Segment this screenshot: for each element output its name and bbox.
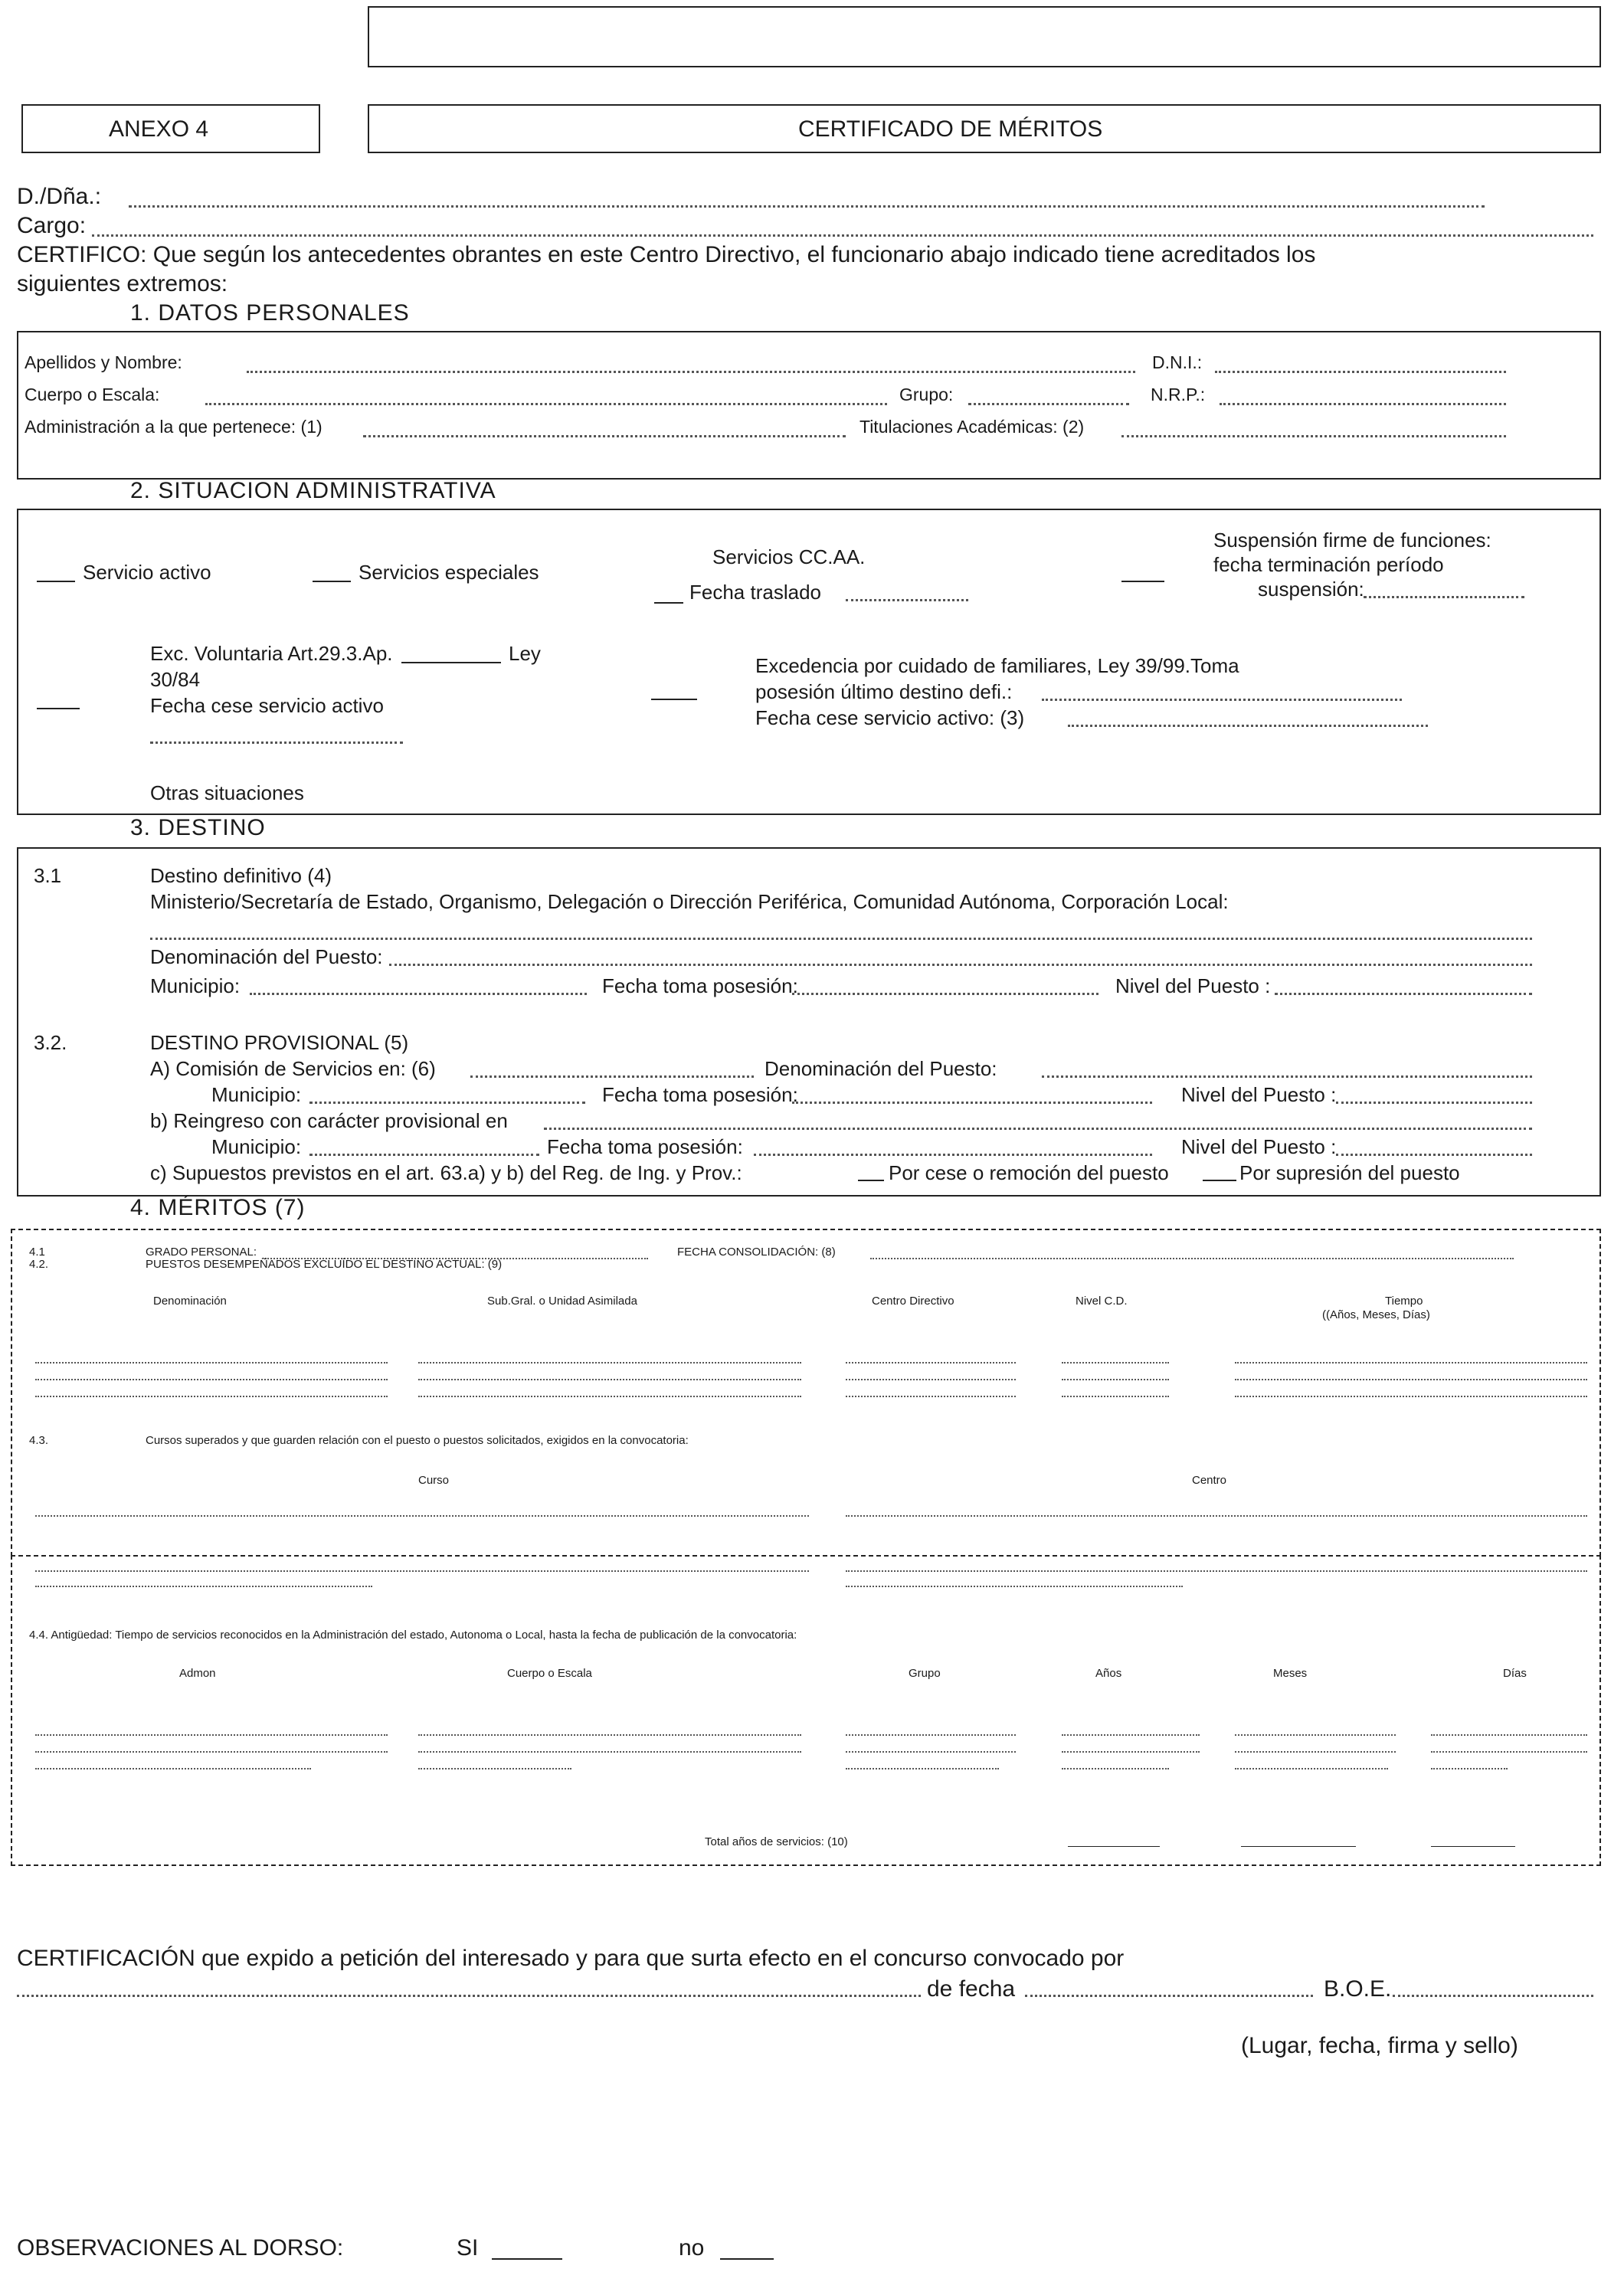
dni-label: D.N.I.:	[1152, 352, 1203, 372]
dni-line	[1215, 371, 1506, 373]
grupo-label: Grupo:	[899, 385, 954, 404]
denominacion2-label: Denominación del Puesto:	[765, 1057, 997, 1080]
no-line[interactable]	[720, 2258, 774, 2260]
curso-centro-row-2	[846, 1570, 1587, 1572]
puesto-row-1-col-4	[1062, 1362, 1169, 1364]
denominacion-line	[389, 964, 1532, 966]
titulaciones-label: Titulaciones Académicas: (2)	[859, 417, 1085, 437]
section-1-title: 1. DATOS PERSONALES	[130, 300, 410, 326]
cursos-label: Cursos superados y que guarden relación con el puesto o puestos solicitados, exigidos en la convocatoria:	[146, 1434, 689, 1447]
antig-row-3-col-5	[1235, 1768, 1388, 1769]
puesto-row-1-col-3	[846, 1362, 1016, 1364]
por-supresion-label: Por supresión del puesto	[1239, 1161, 1460, 1184]
municipio3-label: Municipio:	[211, 1135, 302, 1158]
boe-label: B.O.E.	[1324, 1976, 1392, 2002]
nrp-label: N.R.P.:	[1151, 385, 1206, 404]
nivel-label: Nivel del Puesto :	[1115, 974, 1271, 997]
section-3-title: 3. DESTINO	[130, 815, 266, 840]
certifico-text-2: siguientes extremos:	[17, 271, 228, 296]
cuerpo-label: Cuerpo o Escala:	[25, 385, 160, 404]
dona-line	[129, 205, 1485, 208]
fecha-toma-line	[792, 993, 1098, 995]
curso-row-2	[35, 1570, 809, 1572]
antig-row-3-col-6	[1431, 1768, 1508, 1769]
reingreso-label: b) Reingreso con carácter provisional en	[150, 1109, 508, 1132]
ministerio-line	[150, 938, 1532, 940]
check-especiales[interactable]	[313, 581, 351, 582]
check-por-cese[interactable]	[858, 1180, 884, 1181]
col-meses: Meses	[1273, 1667, 1308, 1680]
ministerio-label: Ministerio/Secretaría de Estado, Organismo, Delegación o Dirección Periférica, Comunidad Autónoma, Corporación Local:	[150, 890, 1229, 913]
col-centro-directivo: Centro Directivo	[872, 1295, 954, 1308]
check-suspension[interactable]	[1121, 581, 1164, 582]
por-cese-label: Por cese o remoción del puesto	[889, 1161, 1169, 1184]
n42-label: 4.2.	[29, 1258, 49, 1271]
activo-label: Servicio activo	[83, 561, 211, 584]
cargo-label: Cargo:	[17, 213, 87, 238]
puesto-row-3-col-4	[1062, 1396, 1169, 1397]
fecha-toma3-label: Fecha toma posesión:	[547, 1135, 743, 1158]
puesto-row-1-col-1	[35, 1362, 388, 1364]
section-2-box	[17, 509, 1601, 815]
check-por-supresion[interactable]	[1203, 1180, 1236, 1181]
col-tiempo: Tiempo	[1385, 1295, 1423, 1308]
check-ccaa[interactable]	[654, 602, 683, 604]
certificacion-text: CERTIFICACIÓN que expido a petición del interesado y para que surta efecto en el concurso convocado por	[17, 1946, 1125, 1971]
fecha-toma3-line	[754, 1154, 1152, 1156]
nivel2-label: Nivel del Puesto :	[1181, 1083, 1337, 1106]
exc-ap-line[interactable]	[401, 662, 501, 663]
suspension-line	[1364, 596, 1524, 598]
puesto-row-1-col-2	[418, 1362, 801, 1364]
otras-situaciones-label: Otras situaciones	[150, 781, 304, 804]
antig-row-3-col-4	[1062, 1768, 1169, 1769]
de-fecha-line	[1025, 1995, 1313, 1997]
check-activo[interactable]	[37, 581, 75, 582]
antig-row-1-col-4	[1062, 1734, 1200, 1736]
col-subgral: Sub.Gral. o Unidad Asimilada	[487, 1295, 637, 1308]
suspension-label-1: Suspensión firme de funciones:	[1213, 529, 1491, 552]
col-anos: Años	[1095, 1667, 1122, 1680]
antig-row-2-col-5	[1235, 1751, 1396, 1753]
observaciones-label: OBSERVACIONES AL DORSO:	[17, 2235, 344, 2261]
nrp-line	[1220, 403, 1506, 405]
exc-voluntaria-label: Exc. Voluntaria Art.29.3.Ap.	[150, 642, 393, 665]
municipio-label: Municipio:	[150, 974, 241, 997]
cuidado-line-3	[1068, 725, 1428, 727]
cuidado-label-2: posesión último destino defi.:	[755, 680, 1013, 703]
puesto-row-2-col-2	[418, 1379, 801, 1380]
antig-row-2-col-2	[418, 1751, 801, 1753]
nivel2-line	[1336, 1102, 1532, 1104]
suspension-label-3: suspensión:	[1258, 578, 1364, 601]
title-box	[368, 104, 1601, 153]
puesto-row-1-col-5	[1235, 1362, 1587, 1364]
puesto-row-3-col-2	[418, 1396, 801, 1397]
puesto-row-2-col-4	[1062, 1379, 1169, 1380]
col-denominacion: Denominación	[153, 1295, 227, 1308]
puesto-row-2-col-3	[846, 1379, 1016, 1380]
fecha-toma-label: Fecha toma posesión:	[602, 974, 798, 997]
grupo-line	[968, 403, 1129, 405]
antig-row-3-col-2	[418, 1768, 571, 1769]
antiguedad-label: 4.4. Antigüedad: Tiempo de servicios reconocidos en la Administración del estado, Autonoma o Local, hasta la fecha de publicación de la convocatoria:	[29, 1629, 797, 1642]
col-nivel-cd: Nivel C.D.	[1076, 1295, 1128, 1308]
section-4-box	[11, 1229, 1601, 1557]
n43-label: 4.3.	[29, 1434, 49, 1447]
ccaa-label: Servicios CC.AA.	[712, 545, 866, 568]
denominacion-label: Denominación del Puesto:	[150, 945, 383, 968]
si-label: SI	[457, 2235, 479, 2261]
si-line[interactable]	[492, 2258, 562, 2260]
apellidos-line	[247, 371, 1135, 373]
annex-label: ANEXO 4	[109, 116, 209, 142]
boe-line	[1393, 1995, 1593, 1997]
consolidacion-line	[870, 1258, 1514, 1259]
supuestos-label: c) Supuestos previstos en el art. 63.a) y b) del Reg. de Ing. y Prov.:	[150, 1161, 742, 1184]
exc-cese-line	[150, 742, 403, 744]
exc-ley-number: 30/84	[150, 668, 201, 691]
section-4-box-lower	[11, 1555, 1601, 1866]
annex-box	[21, 104, 320, 153]
top-blank-box	[368, 6, 1601, 67]
antig-row-2-col-6	[1431, 1751, 1587, 1753]
lugar-fecha-firma: (Lugar, fecha, firma y sello)	[1241, 2033, 1518, 2058]
certifico-text-1: CERTIFICO: Que según los antecedentes obrantes en este Centro Directivo, el funcionario abajo indicado tiene acreditados los	[17, 242, 1316, 267]
section-4-title: 4. MÉRITOS (7)	[130, 1195, 306, 1220]
consolidacion-label: FECHA CONSOLIDACIÓN: (8)	[677, 1246, 836, 1259]
municipio3-line	[309, 1154, 539, 1156]
section-2-title: 2. SITUACION ADMINISTRATIVA	[130, 478, 496, 503]
administracion-label: Administración a la que pertenece: (1)	[25, 417, 323, 437]
fecha-traslado-label: Fecha traslado	[689, 581, 821, 604]
col-curso: Curso	[418, 1474, 450, 1487]
nivel-line	[1275, 993, 1532, 995]
total-dias-line[interactable]	[1431, 1846, 1515, 1847]
page-title: CERTIFICADO DE MÉRITOS	[798, 116, 1103, 142]
puesto-row-3-col-5	[1235, 1396, 1587, 1397]
cargo-line	[92, 234, 1593, 237]
especiales-label: Servicios especiales	[359, 561, 539, 584]
no-label: no	[679, 2235, 705, 2261]
check-exc-voluntaria[interactable]	[37, 708, 80, 709]
cuidado-label-3: Fecha cese servicio activo: (3)	[755, 706, 1025, 729]
total-anos-label: Total años de servicios: (10)	[705, 1835, 848, 1848]
total-anos-line[interactable]	[1068, 1846, 1160, 1847]
col-grupo: Grupo	[909, 1667, 941, 1680]
antig-row-1-col-3	[846, 1734, 1016, 1736]
administracion-line	[363, 435, 846, 437]
puesto-row-2-col-1	[35, 1379, 388, 1380]
n41-label: 4.1	[29, 1246, 45, 1259]
col-centro: Centro	[1192, 1474, 1227, 1487]
municipio2-line	[309, 1102, 585, 1104]
col-dias: Días	[1503, 1667, 1527, 1680]
antig-row-2-col-3	[846, 1751, 1016, 1753]
antig-row-1-col-5	[1235, 1734, 1396, 1736]
cuidado-line-2	[1042, 699, 1402, 701]
fecha-traslado-line	[846, 599, 968, 601]
exc-cese-label: Fecha cese servicio activo	[150, 694, 384, 717]
fecha-toma2-line	[792, 1102, 1152, 1104]
reingreso-line	[544, 1128, 1532, 1130]
suspension-label-2: fecha terminación período	[1213, 553, 1444, 576]
check-cuidado[interactable]	[651, 699, 697, 700]
puesto-row-2-col-5	[1235, 1379, 1587, 1380]
comision-line	[470, 1075, 754, 1078]
antig-row-1-col-1	[35, 1734, 388, 1736]
dona-label: D./Dña.:	[17, 184, 102, 209]
col-admon: Admon	[179, 1667, 216, 1680]
antig-row-1-col-6	[1431, 1734, 1587, 1736]
section-3-box	[17, 847, 1601, 1197]
antig-row-3-col-1	[35, 1768, 311, 1769]
n31-label: 3.1	[34, 864, 62, 887]
municipio2-label: Municipio:	[211, 1083, 302, 1106]
puesto-row-3-col-3	[846, 1396, 1016, 1397]
comision-label: A) Comisión de Servicios en: (6)	[150, 1057, 436, 1080]
cuerpo-line	[205, 403, 887, 405]
antig-row-2-col-1	[35, 1751, 388, 1753]
section-1-box	[17, 331, 1601, 480]
antig-row-3-col-3	[846, 1768, 999, 1769]
curso-row-1	[35, 1515, 809, 1517]
grado-label: GRADO PERSONAL:	[146, 1246, 257, 1259]
apellidos-label: Apellidos y Nombre:	[25, 352, 182, 372]
cuidado-label-1: Excedencia por cuidado de familiares, Ley 39/99.Toma	[755, 654, 1239, 677]
fecha-toma2-label: Fecha toma posesión:	[602, 1083, 798, 1106]
destino-definitivo-label: Destino definitivo (4)	[150, 864, 332, 887]
de-fecha-label: de fecha	[927, 1976, 1016, 2002]
col-tiempo-sub: ((Años, Meses, Días)	[1322, 1308, 1430, 1321]
antig-row-2-col-4	[1062, 1751, 1200, 1753]
curso-row-3	[35, 1586, 372, 1587]
exc-ley-label: Ley	[509, 642, 541, 665]
nivel3-label: Nivel del Puesto :	[1181, 1135, 1337, 1158]
curso-centro-row-1	[846, 1515, 1587, 1517]
col-cuerpo: Cuerpo o Escala	[507, 1667, 592, 1680]
curso-centro-row-3	[846, 1586, 1183, 1587]
convocado-line	[17, 1995, 921, 1997]
denominacion2-line	[1042, 1075, 1532, 1078]
nivel3-line	[1336, 1154, 1532, 1156]
titulaciones-line	[1121, 435, 1506, 437]
puesto-row-3-col-1	[35, 1396, 388, 1397]
total-meses-line[interactable]	[1241, 1846, 1356, 1847]
puestos-label: PUESTOS DESEMPEÑADOS EXCLUÍDO EL DESTINO ACTUAL: (9)	[146, 1258, 503, 1271]
n32-label: 3.2.	[34, 1031, 67, 1054]
municipio-line	[250, 993, 587, 995]
destino-provisional-label: DESTINO PROVISIONAL (5)	[150, 1031, 409, 1054]
antig-row-1-col-2	[418, 1734, 801, 1736]
